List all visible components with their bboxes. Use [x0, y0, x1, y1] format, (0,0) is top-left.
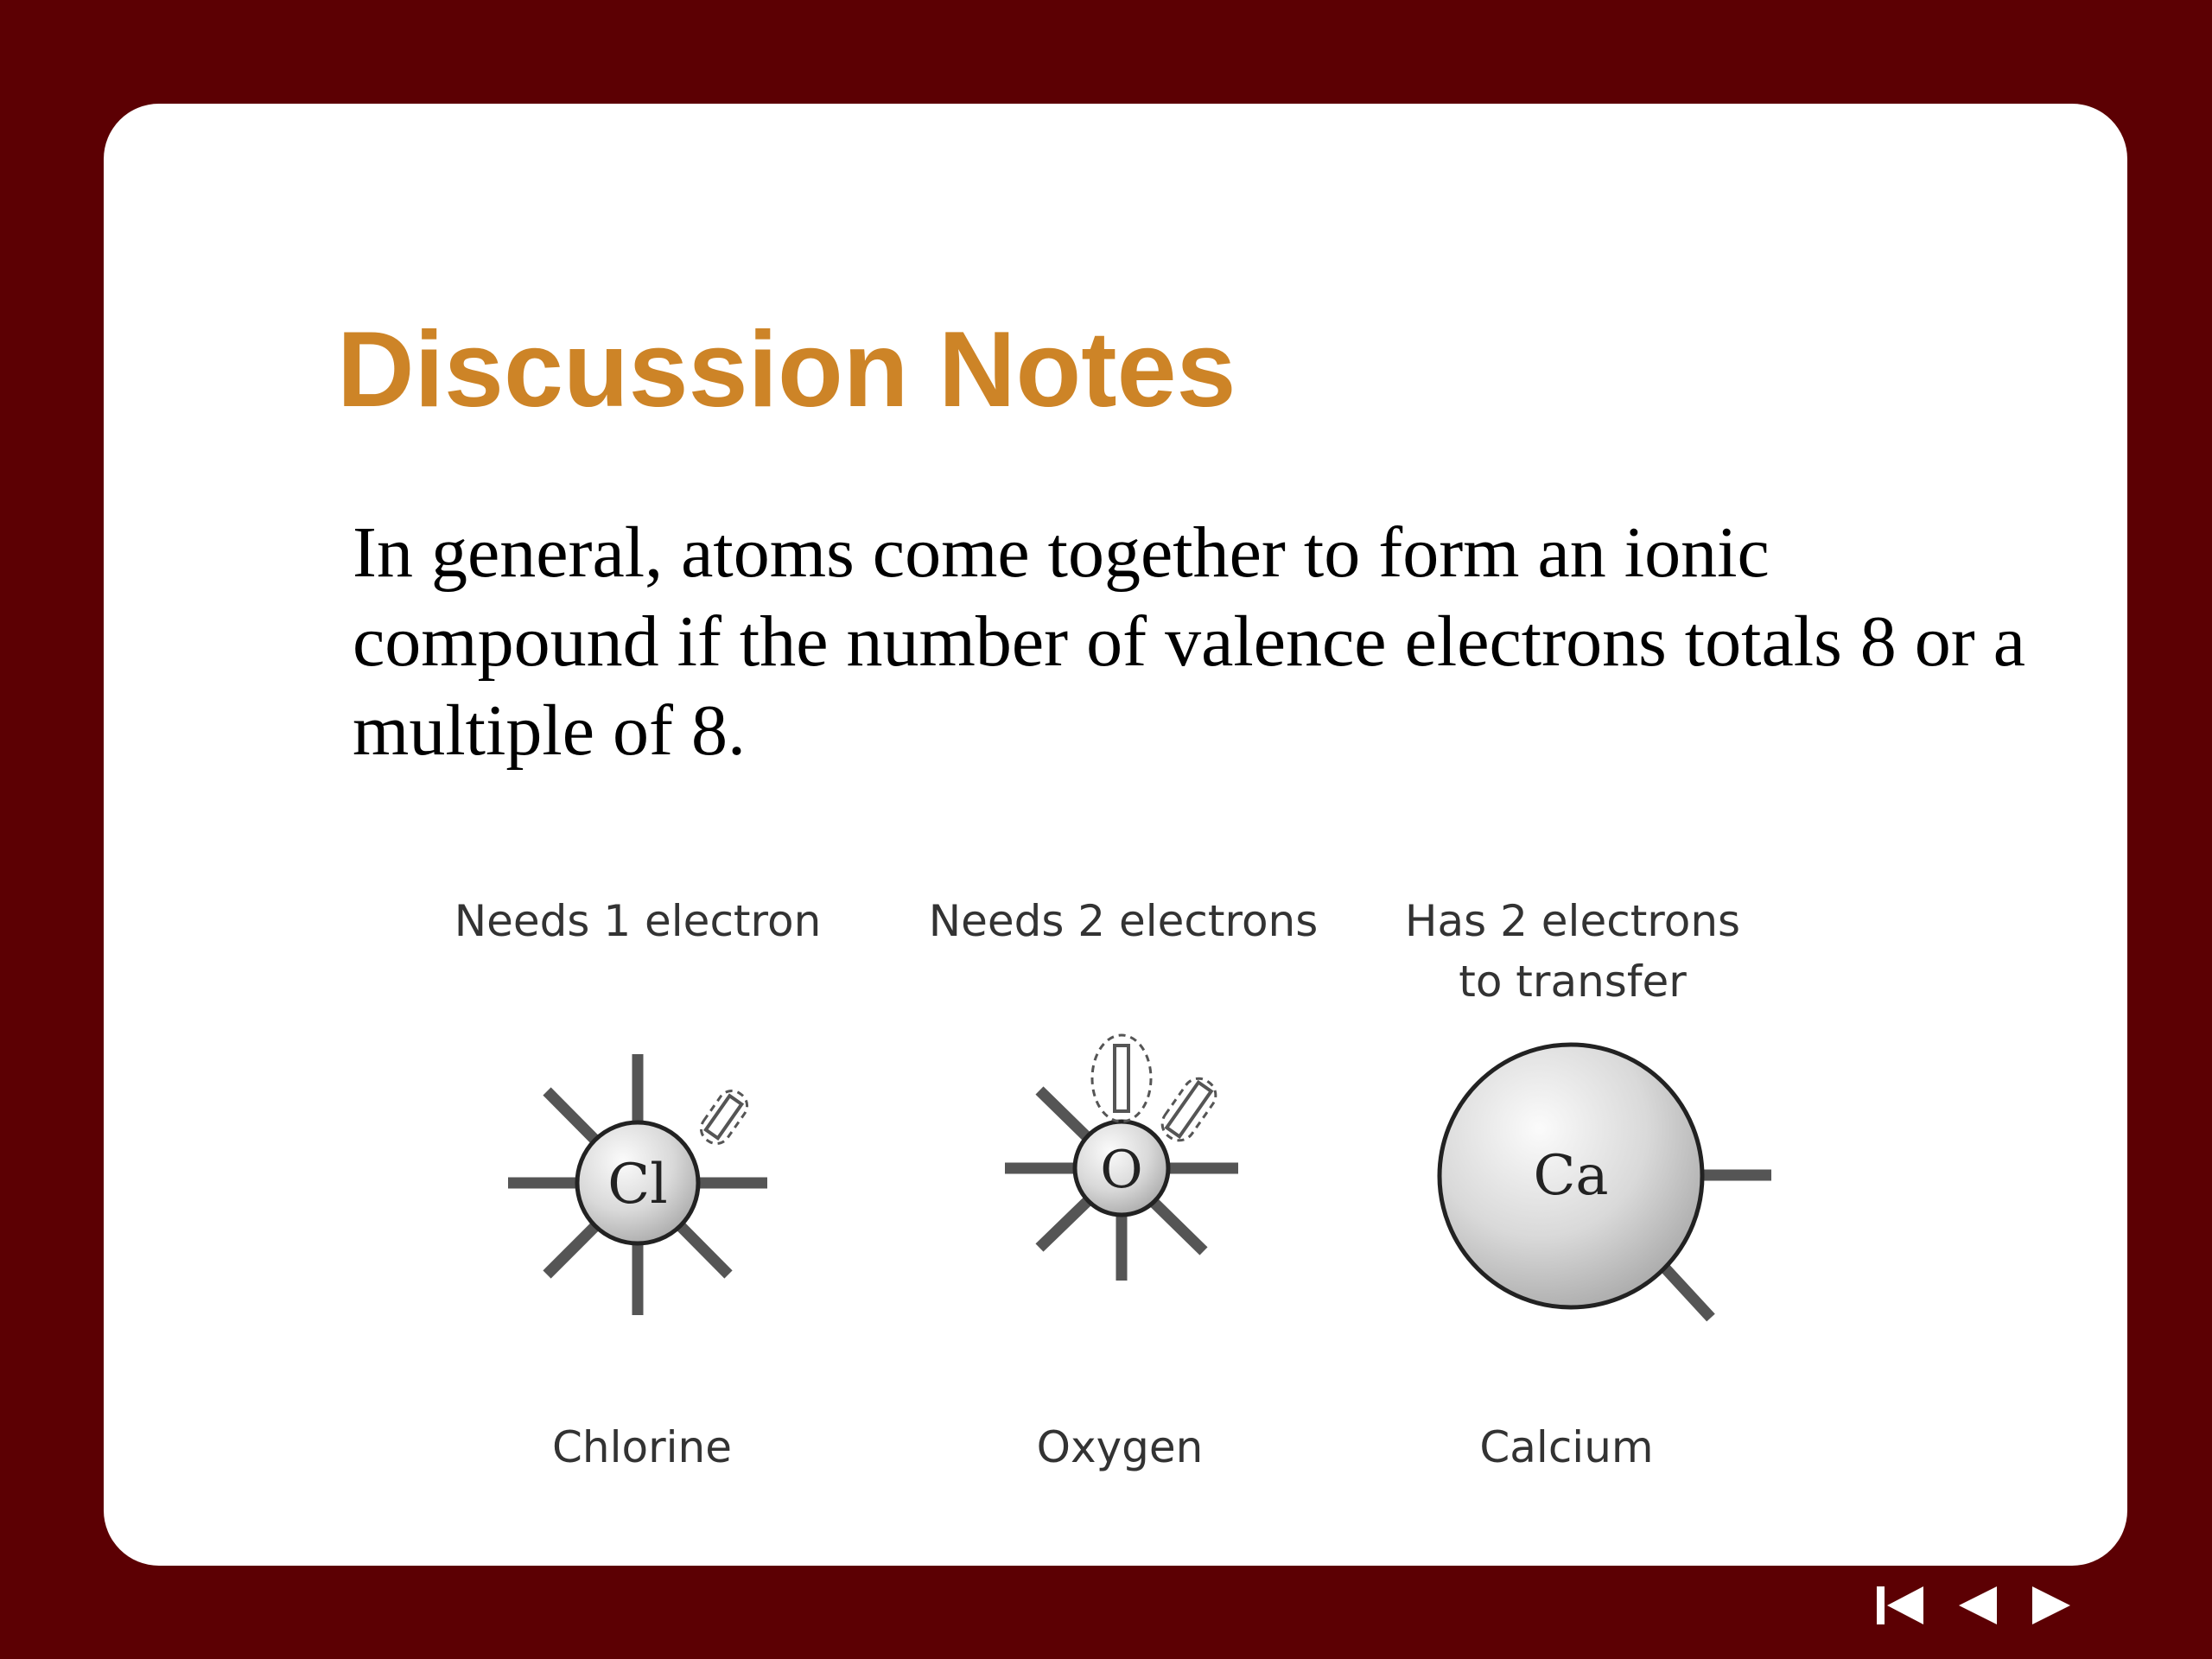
chlorine-note: Needs 1 electron	[454, 896, 822, 946]
calcium-symbol: Ca	[1533, 1144, 1609, 1208]
calcium-note-line2: to transfer	[1459, 957, 1687, 1007]
next-slide-icon[interactable]	[2020, 1574, 2081, 1635]
chlorine-name: Chlorine	[552, 1422, 732, 1472]
oxygen-name: Oxygen	[1036, 1422, 1204, 1472]
oxygen-note: Needs 2 electrons	[928, 896, 1319, 946]
calcium-note-line1: Has 2 electrons	[1404, 896, 1741, 946]
oxygen-symbol: O	[1100, 1140, 1143, 1200]
first-slide-icon[interactable]	[1872, 1574, 1932, 1635]
previous-slide-icon[interactable]	[1948, 1574, 2009, 1635]
oxygen-atom	[1005, 1035, 1238, 1281]
calcium-name: Calcium	[1479, 1422, 1654, 1472]
body-text: In general, atoms come together to form an ionic compound if the number of valence electrons totals 8 or a multiple of 8.	[353, 512, 2026, 771]
slide-title: Discussion Notes	[337, 310, 1236, 429]
chlorine-symbol: Cl	[607, 1153, 668, 1217]
calcium-atom	[1440, 1045, 1771, 1318]
chlorine-atom	[508, 1054, 767, 1315]
